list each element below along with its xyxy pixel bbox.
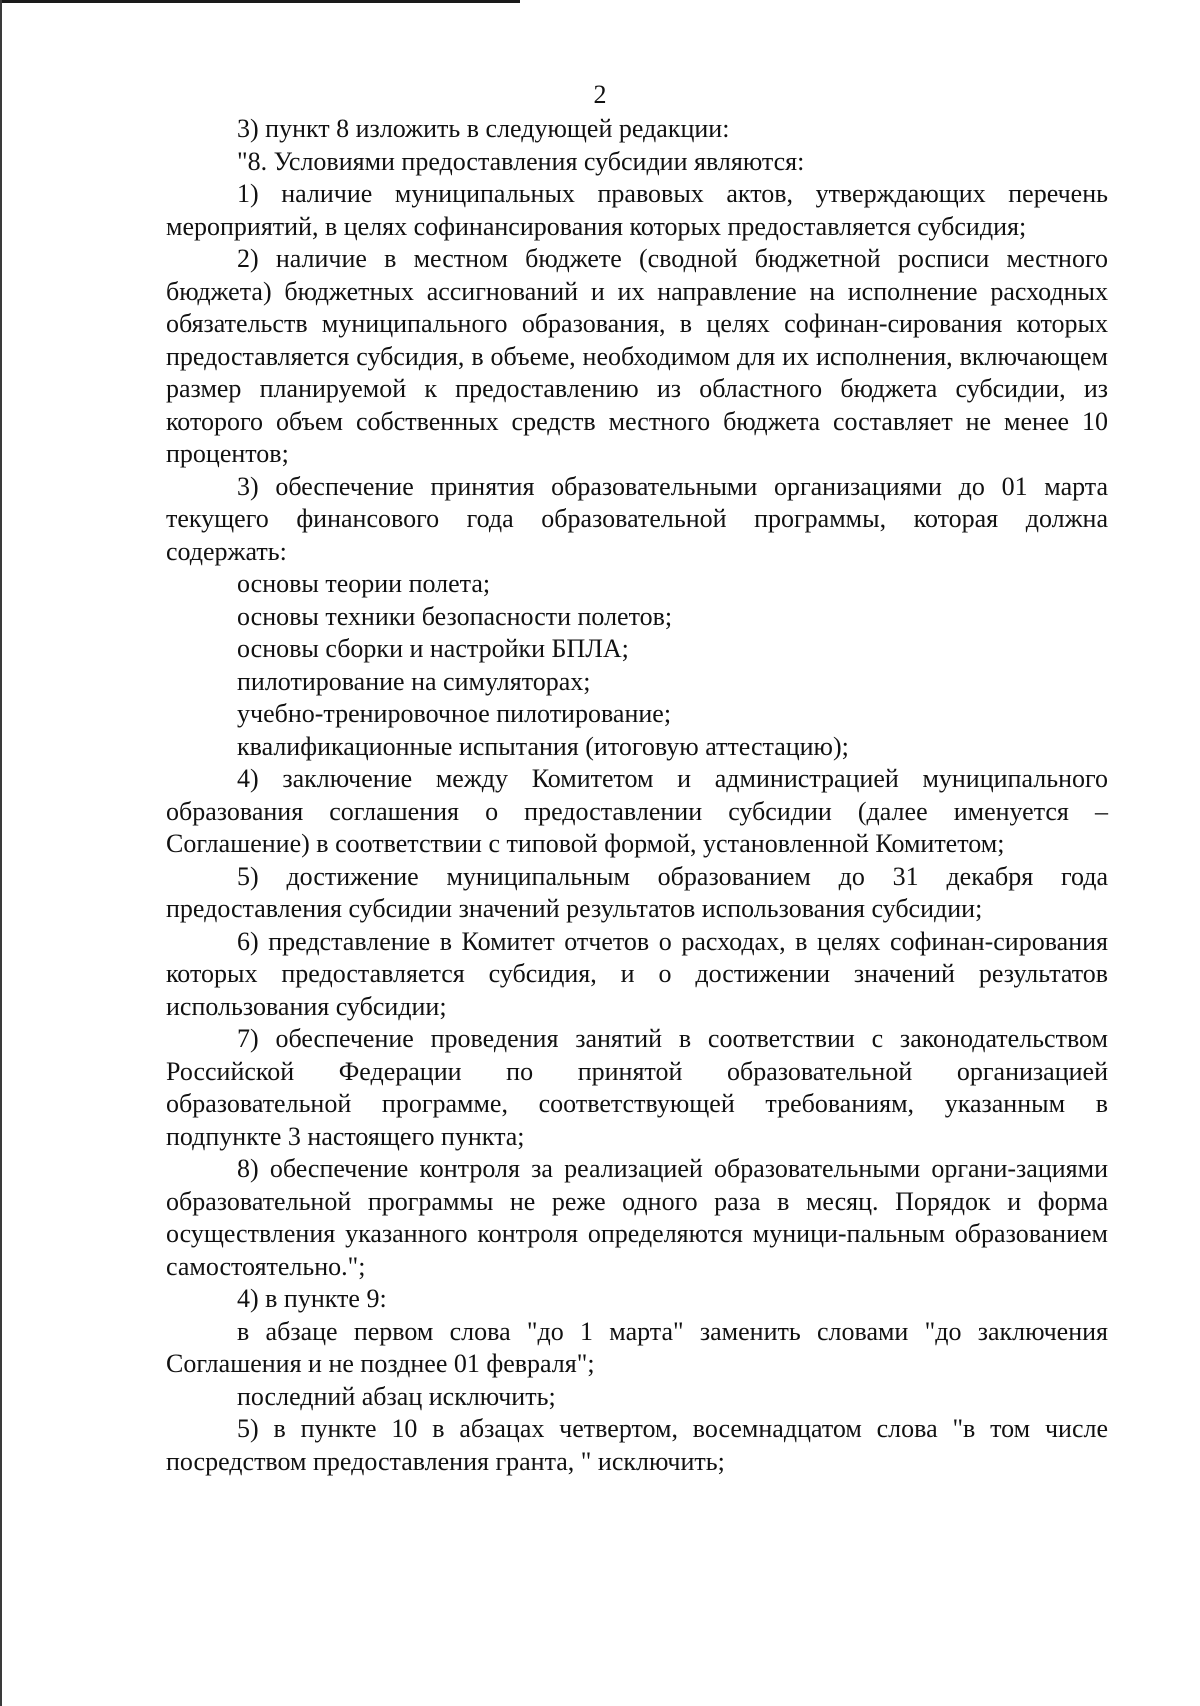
condition-3: 3) обеспечение принятия образовательными организациями до 01 марта текущего финансового года образовательной программы, которая должна содержать:	[166, 471, 1108, 566]
amendment-item-5: 5) в пункте 10 в абзацах четвертом, восемнадцатом слова "в том числе посредством предоставления гранта, " исключить;	[166, 1414, 1108, 1476]
program-topic: основы сборки и настройки БПЛА;	[237, 634, 629, 663]
condition-1: 1) наличие муниципальных правовых актов, утверждающих перечень мероприятий, в целях софинансирования которых предоставляется субсидия;	[166, 179, 1108, 241]
program-topic: учебно-тренировочное пилотирование;	[237, 699, 672, 728]
amendment-item-4-paragraph-1: в абзаце первом слова "до 1 марта" заменить словами "до заключения Соглашения и не позднее 01 февраля";	[166, 1316, 1108, 1378]
program-topic: основы техники безопасности полетов;	[237, 601, 673, 631]
document-body	[166, 113, 1108, 1478]
condition-2: 2) наличие в местном бюджете (сводной бюджетной росписи местного бюджета) бюджетных ассигнований и их направление на исполнение расходных обязательств муниципального образования, в целях софинан-сирования которых предоставляется субсидия, в объеме, необходимом для их исполнения, включающем размер планируемой к предоставлению из областного бюджета субсидии, из которого объем собственных средств местного бюджета составляет не менее 10 процентов;	[166, 244, 1108, 468]
program-topic: квалификационные испытания (итоговую аттестацию);	[237, 731, 849, 761]
scan-edge-top	[0, 0, 520, 3]
amendment-item-4-paragraph-2: последний абзац исключить;	[237, 1381, 556, 1411]
scan-edge-left	[0, 0, 2, 1706]
amendment-item-4-heading: 4) в пункте 9:	[237, 1284, 387, 1313]
page-number: 2	[593, 80, 607, 109]
condition-4: 4) заключение между Комитетом и администрацией муниципального образования соглашения о предоставлении субсидии (далее именуется – Соглашение) в соответствии с типовой формой, установленной Комитетом;	[166, 764, 1108, 858]
condition-6: 6) представление в Комитет отчетов о расходах, в целях софинан-сирования которых предоставляется субсидия, и о достижении значений результатов использования субсидии;	[166, 926, 1108, 1021]
clause-8-heading: "8. Условиями предоставления субсидии являются:	[237, 146, 805, 176]
amendment-item-3-heading: 3) пункт 8 изложить в следующей редакции:	[237, 114, 730, 143]
condition-7: 7) обеспечение проведения занятий в соответствии с законодательством Российской Федерации по принятой образовательной организацией образовательной программе, соответствующей требованиям, указанным в подпункте 3 настоящего пункта;	[166, 1024, 1108, 1151]
program-topic: пилотирование на симуляторах;	[237, 666, 591, 696]
condition-8: 8) обеспечение контроля за реализацией образовательными органи-зациями образовательной программы не реже одного раза в месяц. Порядок и форма осуществления указанного контроля определяются муници-пальным образованием самостоятельно.";	[166, 1154, 1108, 1281]
condition-5: 5) достижение муниципальным образованием до 31 декабря года предоставления субсидии значений результатов использования субсидии;	[166, 861, 1108, 923]
program-topic: основы теории полета;	[237, 569, 491, 598]
